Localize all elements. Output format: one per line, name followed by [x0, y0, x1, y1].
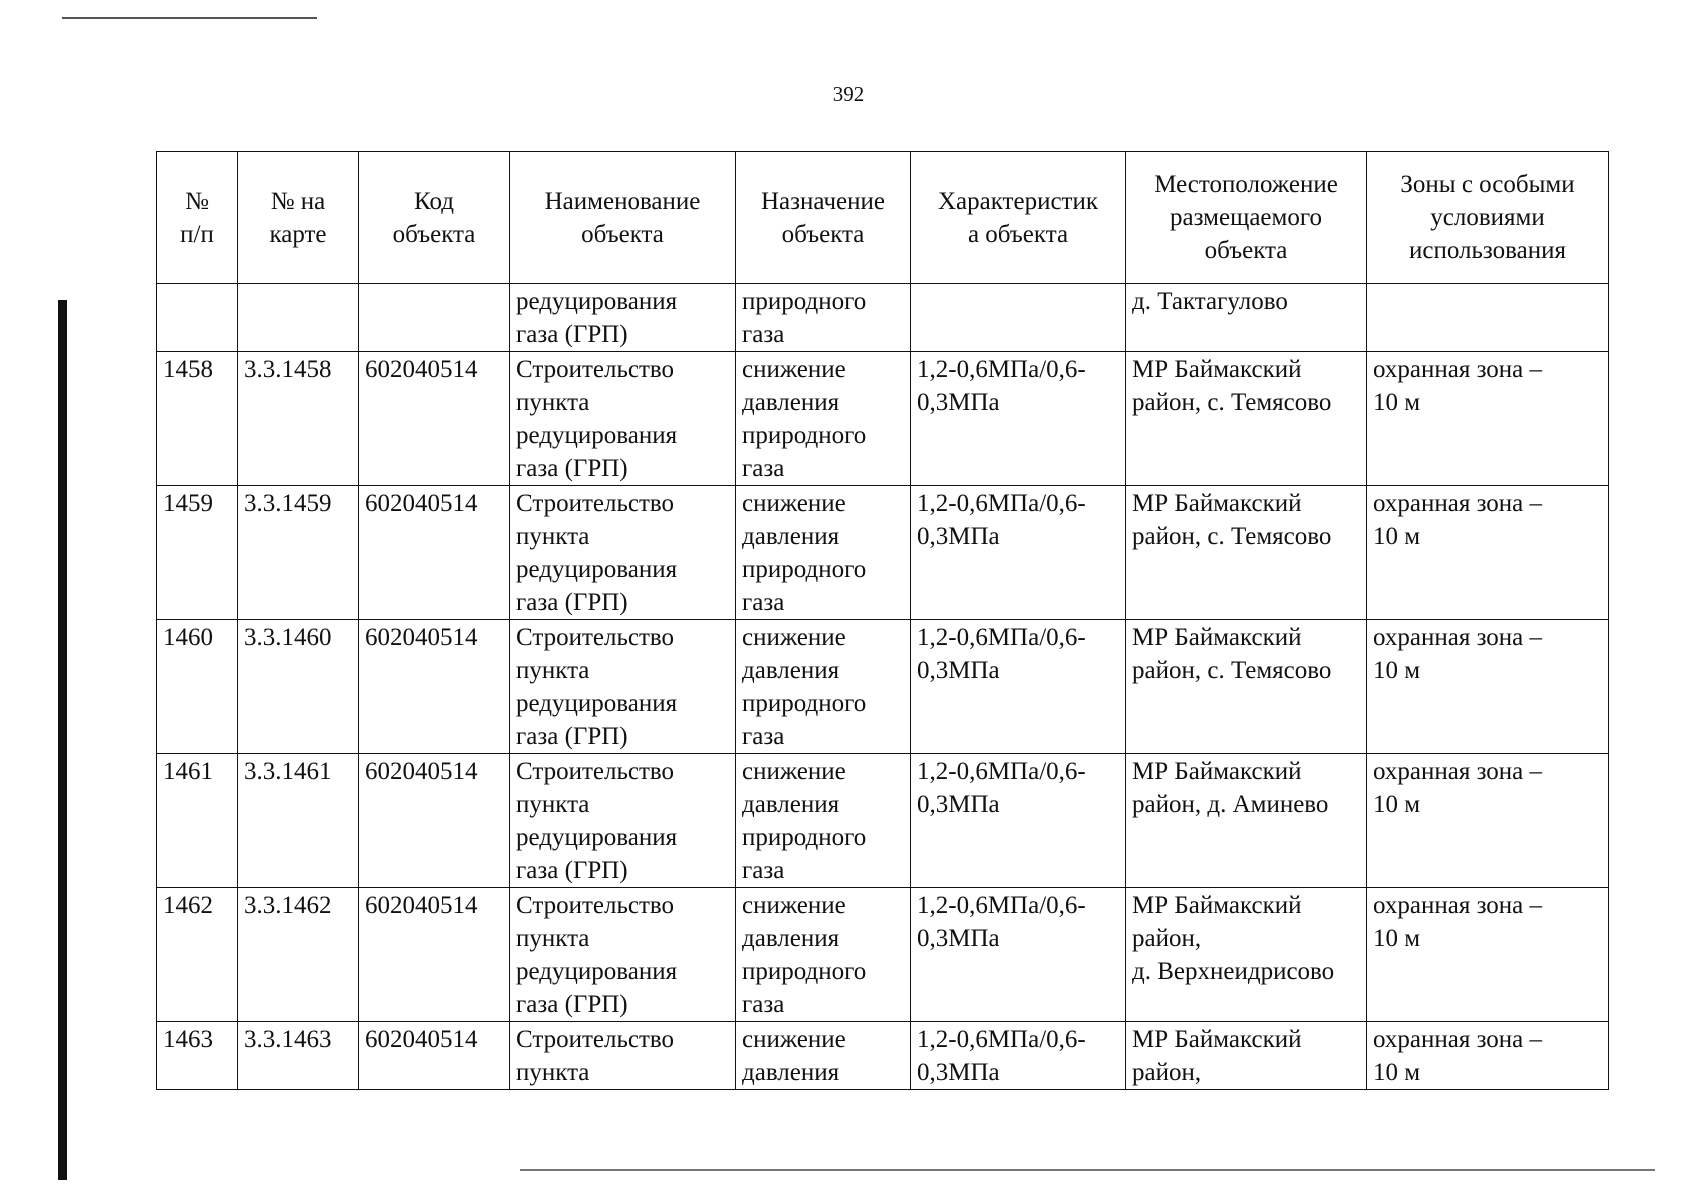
table-row: [157, 888, 1609, 1022]
cell-map: [238, 284, 359, 352]
header-map-number: № на карте: [238, 152, 359, 284]
cell-zone: охранная зона – 10 м: [1367, 486, 1609, 620]
cell-spec: [911, 284, 1126, 352]
cell-spec: 1,2-0,6МПа/0,6- 0,3МПа: [911, 1022, 1126, 1090]
cell-num: [157, 284, 238, 352]
cell-location: МР Баймакский район, с. Темясово: [1126, 486, 1367, 620]
cell-purpose: природного газа: [736, 284, 911, 352]
cell-code: 602040514: [359, 486, 510, 620]
cell-name: Строительство пункта редуцирования газа (ГРП): [510, 620, 736, 754]
cell-location: МР Баймакский район,: [1126, 1022, 1367, 1090]
cell-num: 1463: [157, 1022, 238, 1090]
cell-map: 3.3.1459: [238, 486, 359, 620]
cell-map: 3.3.1462: [238, 888, 359, 1022]
registry-table: [156, 151, 1609, 1090]
header-special-zones: Зоны с особыми условиями использования: [1367, 152, 1609, 284]
cell-purpose: снижение давления природного газа: [736, 888, 911, 1022]
table-row: [157, 620, 1609, 754]
cell-spec: 1,2-0,6МПа/0,6- 0,3МПа: [911, 620, 1126, 754]
cell-num: 1462: [157, 888, 238, 1022]
cell-num: 1461: [157, 754, 238, 888]
cell-zone: охранная зона – 10 м: [1367, 620, 1609, 754]
header-object-spec: Характеристик а объекта: [911, 152, 1126, 284]
cell-zone: [1367, 284, 1609, 352]
cell-location: МР Баймакский район, с. Темясово: [1126, 620, 1367, 754]
cell-code: 602040514: [359, 620, 510, 754]
cell-code: 602040514: [359, 352, 510, 486]
cell-purpose: снижение давления: [736, 1022, 911, 1090]
cell-name: Строительство пункта редуцирования газа (ГРП): [510, 754, 736, 888]
cell-name: Строительство пункта: [510, 1022, 736, 1090]
cell-code: 602040514: [359, 888, 510, 1022]
table-row: [157, 352, 1609, 486]
cell-zone: охранная зона – 10 м: [1367, 1022, 1609, 1090]
scan-line-bottom: [520, 1169, 1655, 1171]
header-location: Местоположение размещаемого объекта: [1126, 152, 1367, 284]
cell-num: 1458: [157, 352, 238, 486]
continuation-row: [157, 284, 1609, 352]
header-object-code: Код объекта: [359, 152, 510, 284]
cell-purpose: снижение давления природного газа: [736, 754, 911, 888]
cell-purpose: снижение давления природного газа: [736, 486, 911, 620]
table-row: [157, 486, 1609, 620]
cell-map: 3.3.1463: [238, 1022, 359, 1090]
scan-line-top: [62, 17, 317, 19]
cell-code: 602040514: [359, 1022, 510, 1090]
cell-zone: охранная зона – 10 м: [1367, 352, 1609, 486]
cell-spec: 1,2-0,6МПа/0,6- 0,3МПа: [911, 888, 1126, 1022]
scan-bar-left: [58, 300, 67, 1180]
cell-spec: 1,2-0,6МПа/0,6- 0,3МПа: [911, 754, 1126, 888]
cell-name: редуцирования газа (ГРП): [510, 284, 736, 352]
table-row: [157, 1022, 1609, 1090]
cell-purpose: снижение давления природного газа: [736, 352, 911, 486]
header-row: [157, 152, 1609, 284]
header-num: № п/п: [157, 152, 238, 284]
cell-purpose: снижение давления природного газа: [736, 620, 911, 754]
cell-location: МР Баймакский район, д. Аминево: [1126, 754, 1367, 888]
cell-location: МР Баймакский район, д. Верхнеидрисово: [1126, 888, 1367, 1022]
cell-map: 3.3.1460: [238, 620, 359, 754]
cell-location: д. Тактагулово: [1126, 284, 1367, 352]
page-number: 392: [832, 82, 865, 106]
cell-num: 1459: [157, 486, 238, 620]
cell-code: [359, 284, 510, 352]
cell-name: Строительство пункта редуцирования газа (ГРП): [510, 352, 736, 486]
cell-location: МР Баймакский район, с. Темясово: [1126, 352, 1367, 486]
header-object-purpose: Назначение объекта: [736, 152, 911, 284]
cell-zone: охранная зона – 10 м: [1367, 754, 1609, 888]
cell-zone: охранная зона – 10 м: [1367, 888, 1609, 1022]
cell-name: Строительство пункта редуцирования газа (ГРП): [510, 888, 736, 1022]
cell-spec: 1,2-0,6МПа/0,6- 0,3МПа: [911, 352, 1126, 486]
cell-map: 3.3.1461: [238, 754, 359, 888]
cell-spec: 1,2-0,6МПа/0,6- 0,3МПа: [911, 486, 1126, 620]
header-object-name: Наименование объекта: [510, 152, 736, 284]
cell-num: 1460: [157, 620, 238, 754]
cell-map: 3.3.1458: [238, 352, 359, 486]
cell-code: 602040514: [359, 754, 510, 888]
table-row: [157, 754, 1609, 888]
cell-name: Строительство пункта редуцирования газа (ГРП): [510, 486, 736, 620]
